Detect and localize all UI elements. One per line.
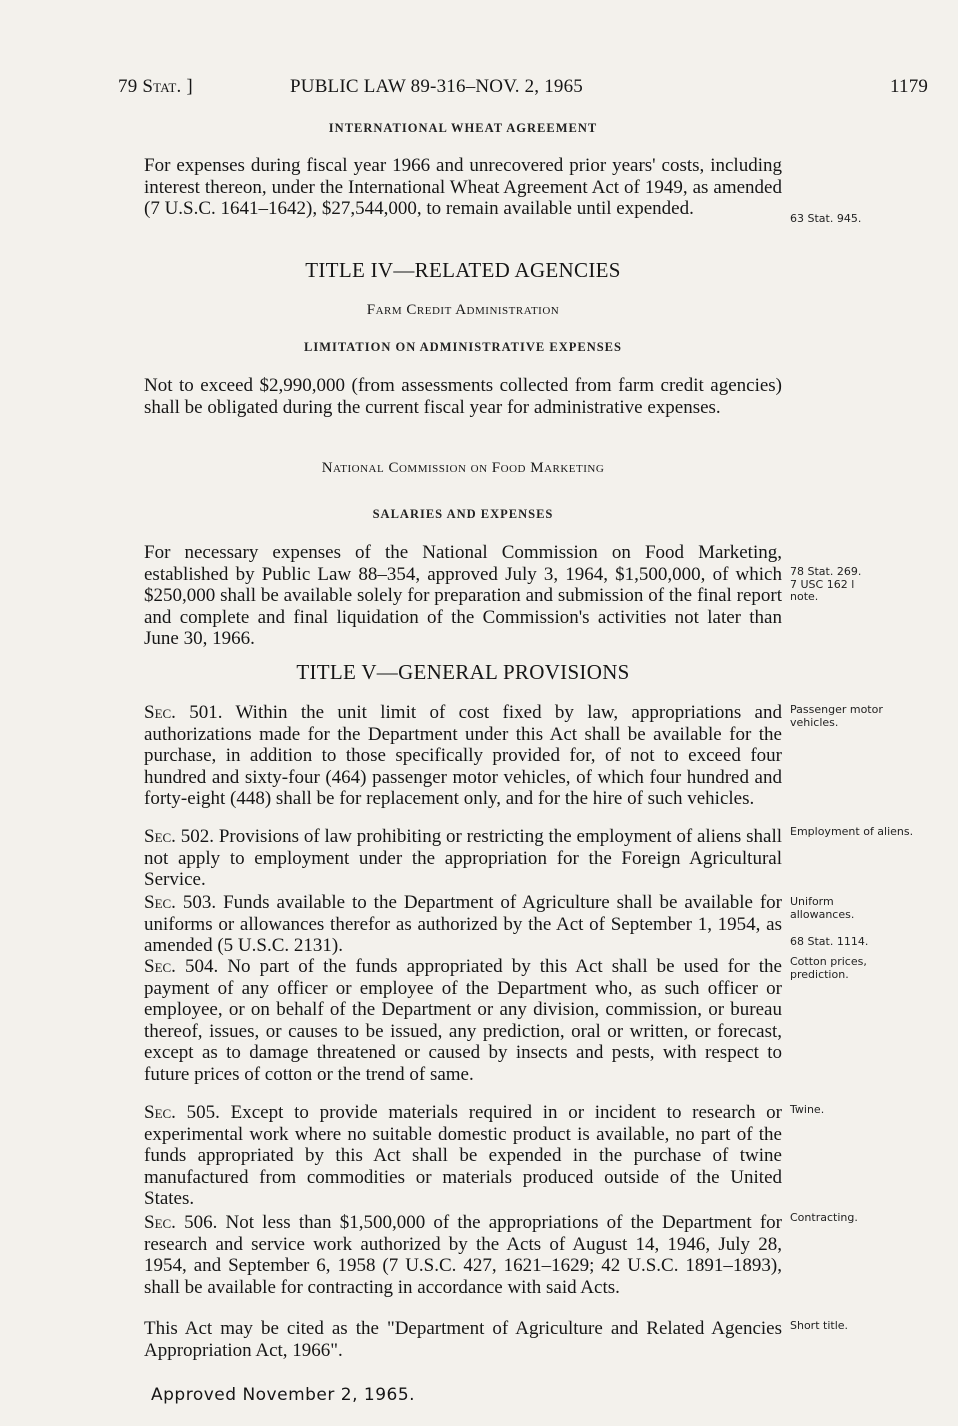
margin-note-contracting: Contracting. bbox=[790, 1211, 858, 1224]
margin-note-aliens: Employment of aliens. bbox=[790, 825, 914, 838]
header-title: PUBLIC LAW 89-316–NOV. 2, 1965 bbox=[290, 76, 584, 97]
salaries-heading: SALARIES AND EXPENSES bbox=[372, 507, 554, 521]
approved-line: Approved November 2, 1965. bbox=[151, 1385, 416, 1405]
title-v-heading: TITLE V—GENERAL PROVISIONS bbox=[296, 660, 630, 684]
margin-note-cotton: Cotton prices, prediction. bbox=[790, 955, 867, 981]
sec-501: Sec. 501. Within the unit limit of cost fixed by law, appropriations and authorizations made for the Department under this Act shall be available for the purchase, in addition to those specifically provided for, of not to exceed four hundred and sixty-four (464) passenger motor vehicles, of which four hundred and forty-eight (448) shall be for replacement only, and for the hire of such vehicles. bbox=[144, 702, 782, 809]
margin-note-passenger: Passenger motor vehicles. bbox=[790, 703, 883, 729]
admin-limit-heading: LIMITATION ON ADMINISTRATIVE EXPENSES bbox=[304, 340, 622, 354]
ncfm-heading: National Commission on Food Marketing bbox=[321, 460, 605, 476]
sec-506: Sec. 506. Not less than $1,500,000 of the appropriations of the Department for research and service work authorized by the Acts of August 14, 1946, July 28, 1954, and September 6, 1958 (7 U.S.C. 427, 1621–1629; 42 U.S.C. 1891–1893), shall be available for contracting in accordance with said Acts. bbox=[144, 1212, 782, 1298]
sec-502: Sec. 502. Provisions of law prohibiting or restricting the employment of aliens shall not apply to employment under the appropriation for the Foreign Agricultural Service. bbox=[144, 826, 783, 890]
margin-note-short-title: Short title. bbox=[790, 1319, 849, 1332]
margin-note-63-stat: 63 Stat. 945. bbox=[790, 212, 862, 225]
wheat-paragraph: For expenses during fiscal year 1966 and unrecovered prior years' costs, including interest thereon, under the International Wheat Agreement Act of 1949, as amended (7 U.S.C. 1641–1642), $27,544,000, to remain available until expended. bbox=[144, 155, 782, 219]
fca-heading: Farm Credit Administration bbox=[366, 302, 560, 318]
title-iv-heading: TITLE IV—RELATED AGENCIES bbox=[305, 258, 621, 282]
margin-note-68-stat: 68 Stat. 1114. bbox=[790, 935, 869, 948]
admin-paragraph: Not to exceed $2,990,000 (from assessments collected from farm credit agencies) shall be obligated during the current fiscal year for administrative expenses. bbox=[144, 375, 782, 418]
margin-note-78-stat: 78 Stat. 269. 7 USC 162 l note. bbox=[790, 565, 862, 603]
sec-504: Sec. 504. No part of the funds appropriated by this Act shall be used for the payment of any officer or employee of the Department who, as such officer or employee, or on behalf of the Department or any division, commission, or bureau thereof, issues, or causes to be issued, any prediction, oral or written, or forecast, except as to damage threatened or caused by insects and pests, with respect to future prices of cotton or the trend of same. bbox=[144, 956, 782, 1085]
page-number: 1179 bbox=[890, 76, 929, 97]
wheat-heading: INTERNATIONAL WHEAT AGREEMENT bbox=[328, 121, 598, 135]
ncfm-paragraph: For necessary expenses of the National Commission on Food Marketing, established by Public Law 88–354, approved July 3, 1964, $1,500,000, of which $250,000 shall be available solely for preparation and submission of the final report and complete and final liquidation of the Commission's activities not later than June 30, 1966. bbox=[144, 542, 782, 649]
short-title-paragraph: This Act may be cited as the "Department of Agriculture and Related Agencies Appropriation Act, 1966". bbox=[144, 1318, 782, 1361]
sec-505: Sec. 505. Except to provide materials required in or incident to research or experimental work where no suitable domestic product is available, no part of the funds appropriated by this Act shall be expended in the purchase of twine manufactured from commodities or materials produced outside of the United States. bbox=[144, 1102, 782, 1209]
sec-503: Sec. 503. Funds available to the Department of Agriculture shall be available for uniforms or allowances therefor as authorized by the Act of September 1, 1954, as amended (5 U.S.C. 2131). bbox=[144, 892, 783, 956]
header-stat-ref: 79 Stat. ] bbox=[118, 76, 193, 97]
margin-note-twine: Twine. bbox=[790, 1103, 825, 1116]
margin-note-uniform: Uniform allowances. bbox=[790, 895, 855, 921]
